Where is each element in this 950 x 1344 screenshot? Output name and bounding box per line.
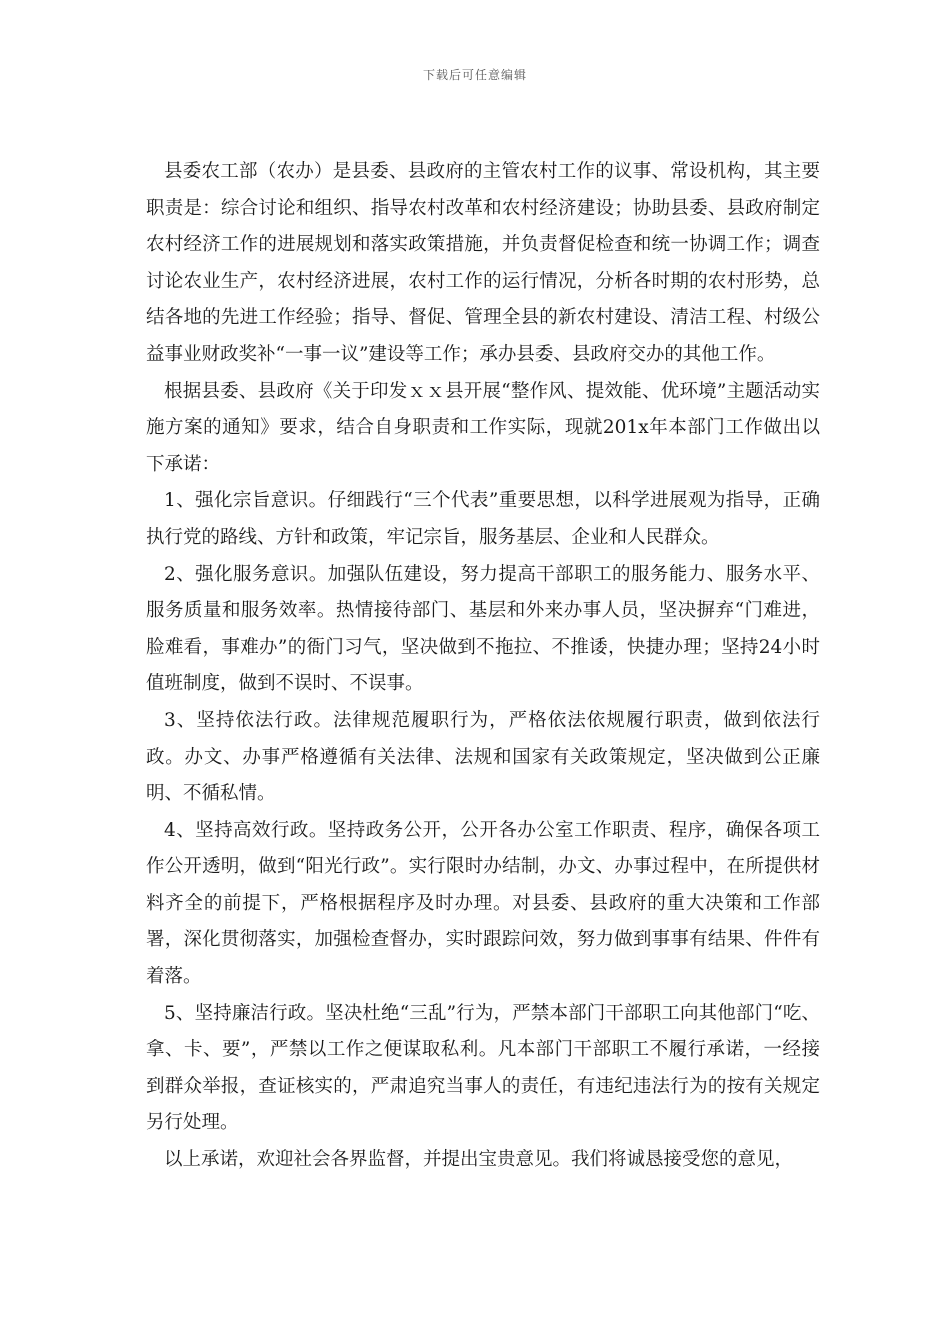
paragraph-department-duties: 县委农工部（农办）是县委、县政府的主管农村工作的议事、常设机构，其主要职责是：综合讨论和组织、指导农村改革和农村经济建设；协助县委、县政府制定农村经济工作的进展规划和落实政策措施，并负责督促检查和统一协调工作；调查讨论农业生产，农村经济进展，农村工作的运行情况，分析各时期的农村形势，总结各地的先进工作经验；指导、督促、管理全县的新农村建设、清洁工程、村级公益事业财政奖补“一事一议”建设等工作；承办县委、县政府交办的其他工作。 xyxy=(146,161,820,365)
paragraph-commitment-intro: 根据县委、县政府《关于印发ｘｘ县开展“整作风、提效能、优环境”主题活动实施方案的通知》要求，结合自身职责和工作实际，现就201x年本部门工作做出以下承诺： xyxy=(146,380,820,475)
header-note: 下载后可任意编辑 xyxy=(422,68,527,82)
document-body xyxy=(146,154,820,1179)
paragraph-item-5: 5、坚持廉洁行政。坚决杜绝“三乱”行为，严禁本部门干部职工向其他部门“吃、拿、卡、要”，严禁以工作之便谋取私利。凡本部门干部职工不履行承诺，一经接到群众举报，查证核实的，严肃追究当事人的责任，有违纪违法行为的按有关规定另行处理。 xyxy=(146,1002,820,1134)
paragraph-item-1: 1、强化宗旨意识。仔细践行“三个代表”重要思想，以科学进展观为指导，正确执行党的路线、方针和政策，牢记宗旨，服务基层、企业和人民群众。 xyxy=(146,490,820,548)
paragraph-item-2: 2、强化服务意识。加强队伍建设，努力提高干部职工的服务能力、服务水平、服务质量和服务效率。热情接待部门、基层和外来办事人员，坚决摒弃“门难进，脸难看，事难办”的衙门习气，坚决做到不拖拉、不推诿，快捷办理；坚持24小时值班制度，做到不误时、不误事。 xyxy=(146,563,820,695)
paragraph-item-3: 3、坚持依法行政。法律规范履职行为，严格依法依规履行职责，做到依法行政。办文、办事严格遵循有关法律、法规和国家有关政策规定，坚决做到公正廉明、不循私情。 xyxy=(146,709,820,805)
paragraph-item-4: 4、坚持高效行政。坚持政务公开，公开各办公室工作职责、程序，确保各项工作公开透明，做到“阳光行政”。实行限时办结制，办文、办事过程中，在所提供材料齐全的前提下，严格根据程序及时办理。对县委、县政府的重大决策和工作部署，深化贯彻落实，加强检查督办，实时跟踪问效，努力做到事事有结果、件件有着落。 xyxy=(146,819,820,988)
paragraph-closing: 以上承诺，欢迎社会各界监督，并提出宝贵意见。我们将诚恳接受您的意见， xyxy=(164,1149,794,1171)
